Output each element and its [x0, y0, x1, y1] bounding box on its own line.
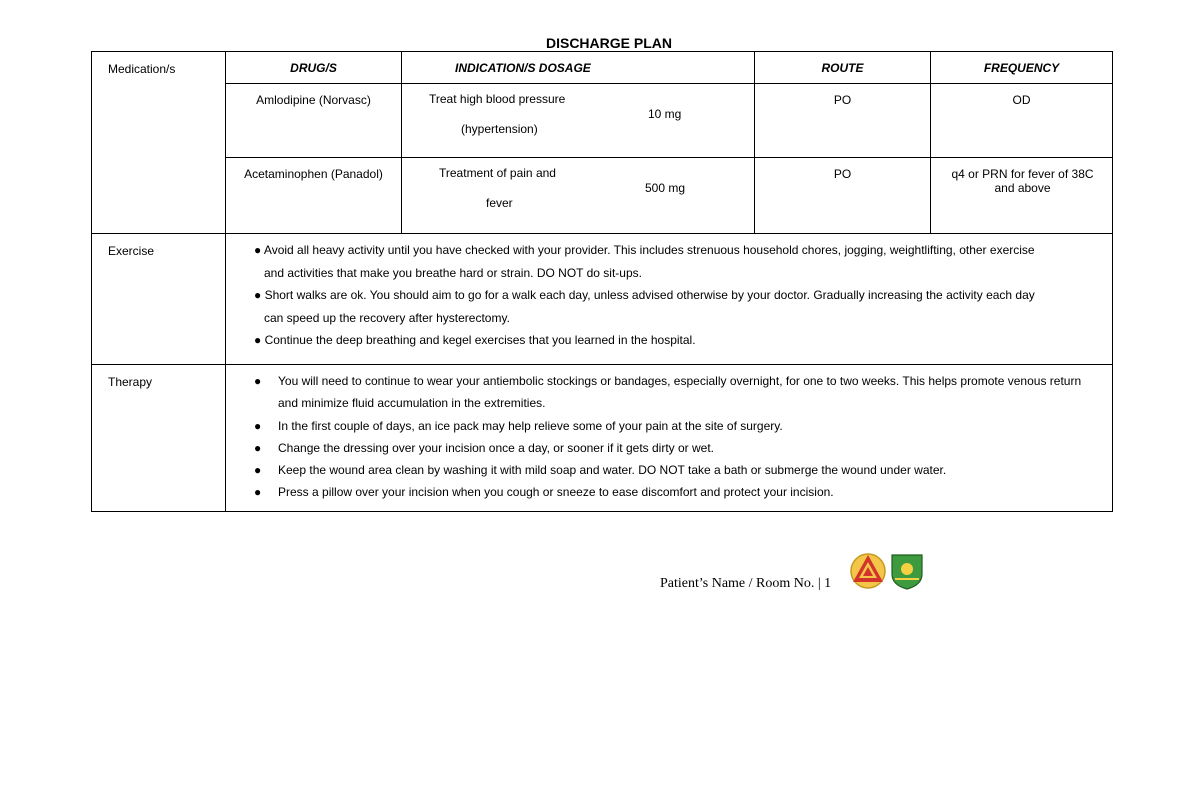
drug-name: Acetaminophen (Panadol): [226, 158, 402, 234]
medication-header-row: [92, 52, 1113, 84]
list-item: [254, 481, 1100, 503]
indication-text: Treatment of pain and: [439, 166, 556, 180]
item-text: ● Continue the deep breathing and kegel exercises that you learned in the hospital.: [254, 333, 696, 347]
footer-patient-room: Patient’s Name / Room No. | 1: [660, 576, 832, 591]
route-cell: PO: [755, 158, 931, 234]
item-text: Change the dressing over your incision once a day, or sooner if it gets dirty or wet.: [278, 440, 715, 455]
therapy-row: [92, 365, 1113, 512]
frequency-cell: OD: [931, 84, 1113, 158]
item-text-cont: can speed up the recovery after hysterectomy.: [264, 310, 510, 325]
item-text: You will need to continue to wear your antiembolic stockings or bandages, especially overnight, for one to two weeks. This helps promote venous return and minimize fluid accumulation in the extremities.: [278, 374, 1082, 411]
list-item: [254, 437, 1100, 459]
item-text: Keep the wound area clean by washing it with mild soap and water. DO NOT take a bath or submerge the wound under water.: [278, 463, 947, 478]
bullet-icon: ●: [254, 374, 262, 388]
list-item: [254, 370, 1100, 415]
table-row: [92, 158, 1113, 234]
bullet-icon: ●: [254, 440, 262, 455]
page-title: DISCHARGE PLAN: [545, 35, 672, 51]
school-seal-logo: [849, 552, 887, 590]
route-cell: PO: [755, 84, 931, 158]
college-crest-logo: [889, 552, 925, 590]
list-item: [254, 239, 1100, 284]
exercise-content: [226, 234, 1113, 365]
list-item: [254, 459, 1100, 481]
indication-dosage-cell: [402, 158, 755, 234]
indication-text-cont: (hypertension): [461, 122, 538, 136]
therapy-label: Therapy: [92, 365, 226, 512]
item-text: ● Avoid all heavy activity until you have checked with your provider. This includes strenuous household chores, jogging, weightlifting, other exercise: [254, 243, 1035, 257]
exercise-label: Exercise: [92, 234, 226, 365]
item-text: Press a pillow over your incision when you cough or sneeze to ease discomfort and protect your incision.: [278, 485, 834, 500]
header-route: ROUTE: [755, 52, 931, 84]
exercise-list: [254, 239, 1100, 352]
discharge-plan-table: [91, 51, 1113, 512]
item-text: In the first couple of days, an ice pack may help relieve some of your pain at the site of surgery.: [278, 418, 783, 433]
indication-dosage-cell: [402, 84, 755, 158]
therapy-list: [254, 370, 1100, 504]
list-item: [254, 284, 1100, 329]
item-text: ● Short walks are ok. You should aim to go for a walk each day, unless advised otherwise by your doctor. Gradually increasing the activity each day: [254, 288, 1035, 302]
dosage-text: 500 mg: [645, 181, 686, 195]
drug-name: Amlodipine (Norvasc): [226, 84, 402, 158]
frequency-cell: q4 or PRN for fever of 38C and above: [931, 158, 1113, 234]
dosage-text: 10 mg: [648, 107, 682, 121]
exercise-row: [92, 234, 1113, 365]
bullet-icon: ●: [254, 463, 262, 478]
medication-label: Medication/s: [92, 52, 226, 234]
header-indication-dosage: INDICATION/S DOSAGE: [402, 52, 755, 84]
therapy-content: [226, 365, 1113, 512]
indication-text-cont: fever: [486, 196, 513, 210]
header-drugs: DRUG/S: [226, 52, 402, 84]
bullet-icon: ●: [254, 485, 262, 500]
bullet-icon: ●: [254, 418, 262, 433]
header-frequency: FREQUENCY: [931, 52, 1113, 84]
list-item: [254, 415, 1100, 437]
table-row: [92, 84, 1113, 158]
list-item: [254, 329, 1100, 352]
indication-text: Treat high blood pressure: [429, 92, 566, 106]
item-text-cont: and activities that make you breathe hard or strain. DO NOT do sit-ups.: [264, 265, 642, 280]
